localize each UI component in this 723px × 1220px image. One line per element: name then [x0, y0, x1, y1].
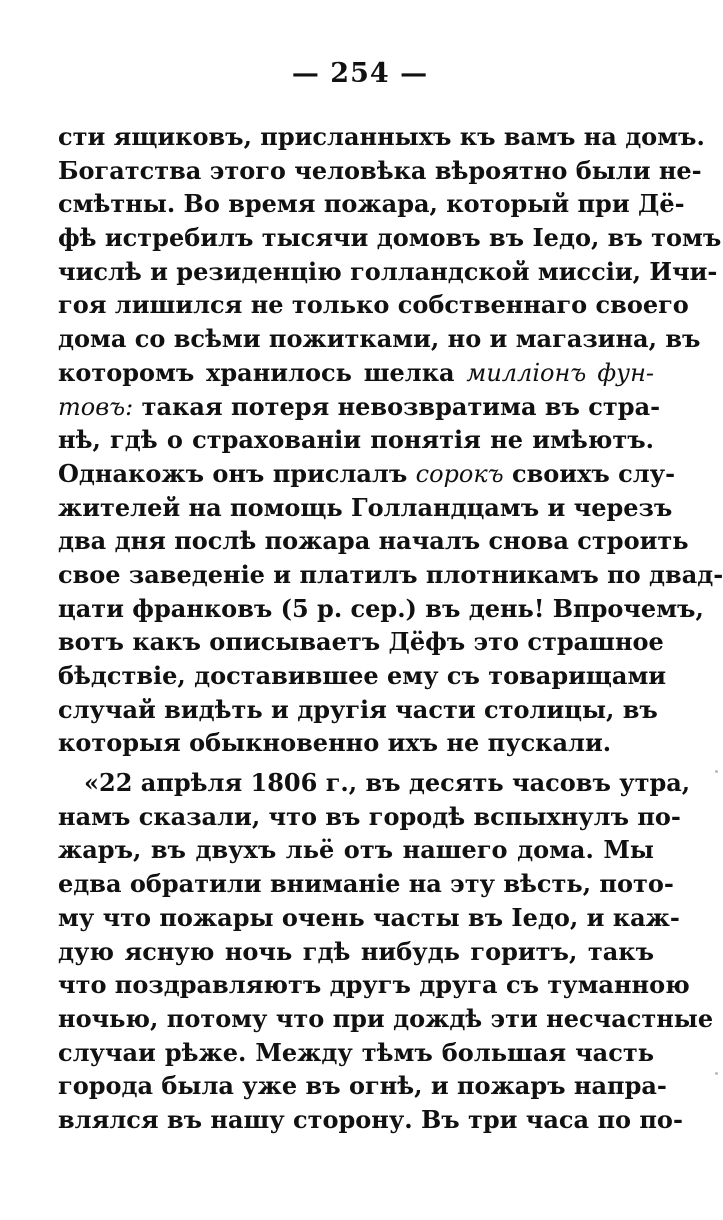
text-line	[58, 766, 691, 800]
text-line	[58, 1069, 667, 1103]
text-segment: влялся въ нашу сторону. Въ три часа по по-	[58, 1104, 683, 1134]
text-line	[58, 867, 674, 901]
text-segment: дома со всѣми пожитками, но и магазина, въ	[58, 324, 701, 354]
text-segment: которомъ хранилось шелка	[58, 357, 467, 387]
text-segment: Богатства этого человѣка вѣроятно были не-	[58, 155, 702, 185]
text-segment: намъ сказали, что въ городѣ вспыхнулъ по-	[58, 801, 681, 831]
text-segment: фѣ истребилъ тысячи домовъ въ Іедо, въ томъ	[58, 223, 722, 253]
text-segment: случаи рѣже. Между тѣмъ большая часть	[58, 1037, 654, 1067]
text-segment: два дня послѣ пожара началъ снова строить	[58, 526, 689, 556]
text-segment: которыя обыкновенно ихъ не пускали.	[58, 728, 612, 758]
text-line	[58, 423, 654, 457]
text-line	[58, 390, 661, 424]
scan-speck	[715, 1072, 718, 1075]
text-line	[58, 288, 689, 322]
text-line	[58, 457, 676, 491]
italic-text-segment: товъ:	[58, 392, 134, 421]
text-segment: случай видѣть и другія части столицы, въ	[58, 694, 658, 724]
text-segment: смѣтны. Во время пожара, который при Дё-	[58, 189, 685, 219]
text-line	[58, 255, 718, 289]
text-line	[58, 726, 654, 760]
text-line	[58, 800, 681, 834]
text-line	[58, 592, 704, 626]
text-segment: «22 апрѣля 1806 г., въ десять часовъ утра,	[84, 768, 691, 798]
italic-text-segment: сорокъ	[415, 459, 504, 488]
text-segment: что поздравляютъ другъ друга съ туманною	[58, 970, 690, 1000]
text-line	[58, 659, 667, 693]
text-line	[58, 833, 654, 867]
text-segment: му что пожары очень часты въ Іедо, и каж-	[58, 902, 680, 932]
text-segment: такая потеря невозвратима въ стра-	[133, 391, 661, 421]
text-line	[58, 322, 701, 356]
body-text	[58, 120, 723, 1137]
text-segment: своихъ слу-	[503, 458, 676, 488]
text-line	[58, 935, 654, 969]
text-line	[58, 625, 664, 659]
text-line	[58, 968, 690, 1002]
page-number: — 254 —	[291, 58, 429, 89]
text-line	[58, 1002, 714, 1036]
text-segment: сти ящиковъ, присланныхъ къ вамъ на домъ.	[58, 122, 705, 151]
text-line	[58, 558, 723, 592]
text-line	[58, 356, 654, 390]
text-segment: жителей на помощь Голландцамъ и черезъ	[58, 492, 673, 522]
text-line	[58, 1036, 654, 1070]
text-segment: города была уже въ огнѣ, и пожаръ напра-	[58, 1071, 667, 1101]
text-line	[58, 1103, 683, 1137]
text-line	[58, 187, 685, 221]
text-line	[58, 524, 689, 558]
text-segment: цати франковъ (5 р. сер.) въ день! Впрочемъ,	[58, 593, 704, 623]
text-segment: вотъ какъ описываетъ Дёфъ это страшное	[58, 627, 664, 657]
text-line	[58, 693, 658, 727]
text-segment: ночью, потому что при дождѣ эти несчастные	[58, 1003, 714, 1033]
text-line	[58, 901, 680, 935]
text-segment: жаръ, въ двухъ льё отъ нашего дома. Мы	[58, 835, 654, 865]
text-segment: Однакожъ онъ прислалъ	[58, 458, 416, 488]
text-segment: дую ясную ночь гдѣ нибудь горитъ, такъ	[58, 936, 654, 966]
text-line	[58, 154, 702, 188]
text-segment: нѣ, гдѣ о страхованіи понятія не имѣютъ.	[58, 425, 654, 455]
text-segment: числѣ и резиденцію голландской миссіи, Ичи-	[58, 256, 718, 286]
text-line	[58, 120, 705, 154]
text-segment: гоя лишился не только собственнаго своего	[58, 290, 689, 320]
text-segment: бѣдствіе, доставившее ему съ товарищами	[58, 661, 667, 690]
text-segment: едва обратили вниманіе на эту вѣсть, пото-	[58, 869, 674, 899]
text-line	[58, 491, 673, 525]
text-segment: свое заведеніе и платилъ плотникамъ по двад-	[58, 559, 723, 589]
text-line	[58, 221, 722, 255]
italic-text-segment: милліонъ фун-	[466, 358, 654, 387]
scan-speck	[715, 770, 718, 773]
